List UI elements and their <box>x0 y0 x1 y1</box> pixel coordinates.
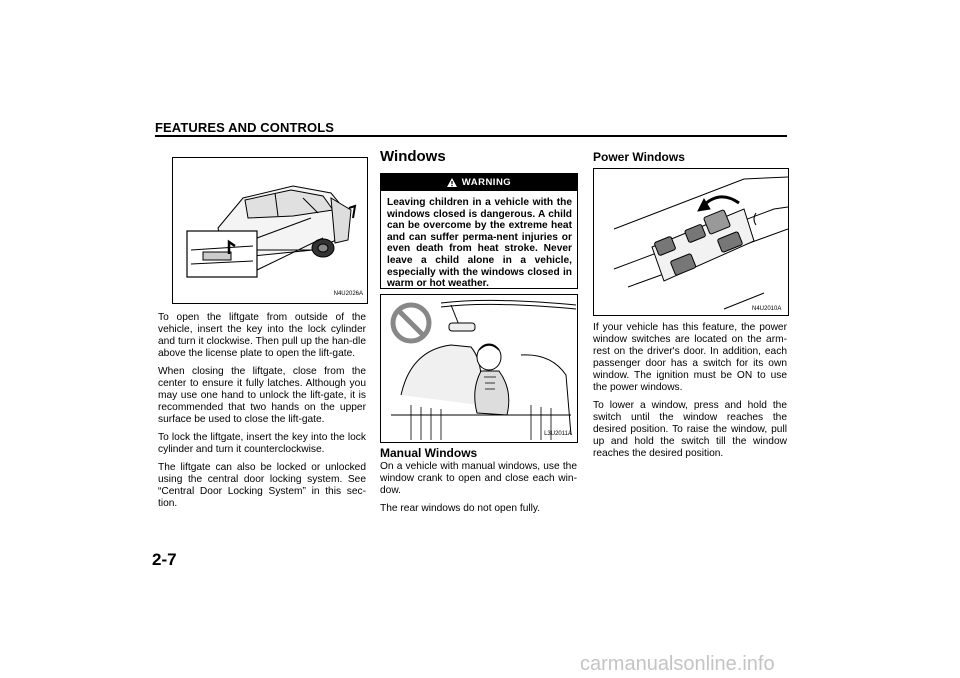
warning-text: Leaving children in a vehicle with the windows closed is dangerous. A child can be overcome by the extreme heat and can suffer perma-nent injuries or even death from heat stroke. Never leave a child alone in a vehicle, especially with the windows closed in warm or hot weather. <box>387 197 572 290</box>
col1-body <box>158 312 366 516</box>
section-header: FEATURES AND CONTROLS <box>155 120 335 135</box>
child-in-car-illustration <box>381 295 577 442</box>
header-rule <box>155 135 787 137</box>
paragraph: To lock the liftgate, insert the key into the lock cylinder and turn it counterclockwise. <box>158 432 366 455</box>
child-in-car-figure <box>380 294 578 443</box>
page-number: 2-7 <box>152 550 177 569</box>
power-windows-title: Power Windows <box>593 150 685 164</box>
warning-icon <box>447 178 457 187</box>
figure-code: N4U2010A <box>752 306 782 312</box>
paragraph: The rear windows do not open fully. <box>380 503 541 514</box>
windows-title: Windows <box>380 148 446 165</box>
paragraph: To lower a window, press and hold the switch until the window reaches the desired position. To raise the window, pull up and hold the switch till the window reaches the desired position. <box>593 400 787 459</box>
prohibition-icon <box>393 305 429 341</box>
paragraph: When closing the liftgate, close from the center to ensure it fully latches. Although you may use one hand to unlock the lift-gate, it is recommended that two hands on the upper surface be used to close the lift-gate. <box>158 366 366 425</box>
liftgate-figure <box>172 157 368 304</box>
paragraph: The liftgate can also be locked or unlocked using the central door locking system. See “Central Door Locking System” in this sec-tion. <box>158 462 366 509</box>
paragraph: If your vehicle has this feature, the power window switches are located on the arm-rest on the driver's door. In addition, each passenger door has a switch for its own window. The ignition must be ON to use the power windows. <box>593 322 787 393</box>
col3-body <box>593 322 787 466</box>
watermark: carmanualsonline.info <box>580 653 775 675</box>
figure-code: L3U2011A <box>544 431 572 437</box>
liftgate-illustration <box>173 158 367 303</box>
warning-label: WARNING <box>461 177 512 188</box>
warning-header <box>381 174 577 191</box>
paragraph: On a vehicle with manual windows, use the window crank to open and close each win-dow. <box>380 461 577 496</box>
paragraph: To open the liftgate from outside of the vehicle, insert the key into the lock cylinder and turn it clockwise. Then pull up the han-dle above the license plate to open the lift-gate. <box>158 312 366 359</box>
power-window-figure <box>593 168 789 316</box>
manual-windows-title: Manual Windows <box>380 446 478 460</box>
figure-code: N4U2026A <box>333 291 363 297</box>
col2-body <box>380 461 577 521</box>
power-window-switch-illustration <box>594 169 788 315</box>
warning-box <box>380 173 578 289</box>
